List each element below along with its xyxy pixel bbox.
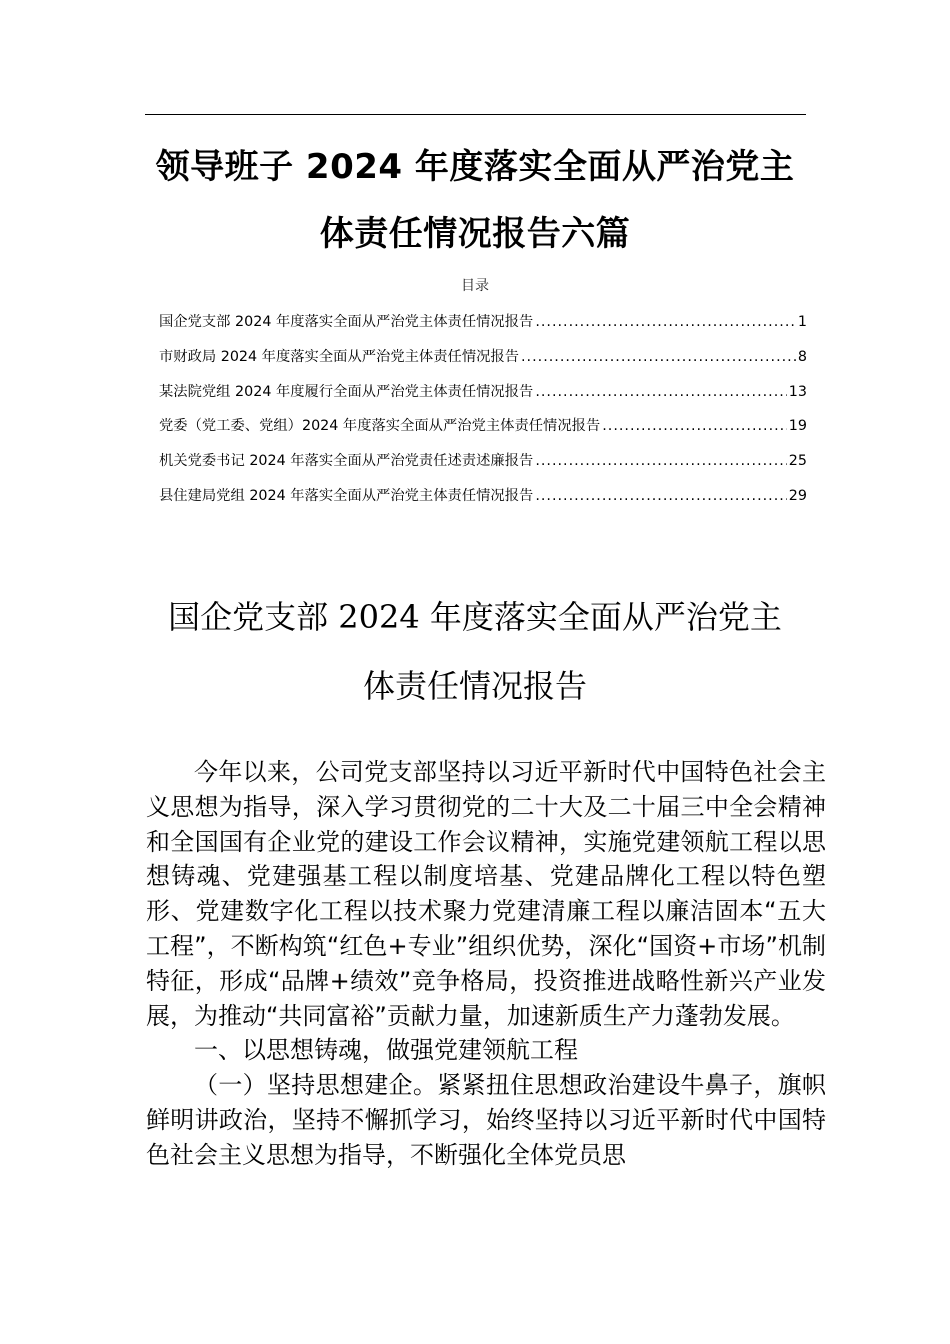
document-title-line-2: 体责任情况报告六篇 (319, 214, 631, 254)
toc-entry-page: 1 (797, 314, 807, 330)
toc-entry-text: 国企党支部 2024 年度落实全面从严治党主体责任情况报告 (159, 314, 534, 330)
toc-entry-2[interactable] (159, 346, 807, 381)
toc-heading: 目录 (461, 278, 489, 294)
section-title-line-2: 体责任情况报告 (362, 667, 587, 705)
document-title (120, 134, 830, 268)
toc-entry-page: 25 (788, 453, 807, 470)
header-rule (145, 114, 806, 115)
toc-entry-1[interactable] (159, 311, 807, 346)
table-of-contents (159, 311, 807, 520)
toc-leader-dots (535, 381, 786, 403)
toc-entry-page: 13 (788, 383, 807, 400)
toc-leader-dots (602, 415, 787, 437)
toc-entry-text: 党委（党工委、党组）2024 年度落实全面从严治党主体责任情况报告 (159, 418, 601, 435)
toc-entry-6[interactable] (159, 485, 807, 520)
subsection-paragraph (146, 1068, 826, 1172)
toc-leader-dots (535, 450, 786, 472)
subsection-heading: （一）坚持思想建企。 (194, 1071, 438, 1100)
intro-paragraph: 今年以来，公司党支部坚持以习近平新时代中国特色社会主义思想为指导，深入学习贯彻党的二十大及二十届三中全会精神和全国国有企业党的建设工作会议精神，实施党建领航工程以思想铸魂、党建强基工程以制度培基、党建品牌化工程以特色塑形、党建数字化工程以技术聚力党建清廉工程以廉洁固本“五大工程”，不断构筑“红色+专业”组织优势，深化“国资+市场”机制特征，形成“品牌+绩效”竞争格局，投资推进战略性新兴产业发展，为推动“共同富裕”贡献力量，加速新质生产力蓬勃发展。 (146, 758, 826, 1030)
toc-entry-text: 机关党委书记 2024 年落实全面从严治党责任述责述廉报告 (159, 453, 534, 470)
toc-entry-page: 8 (797, 348, 807, 365)
toc-entry-3[interactable] (159, 381, 807, 416)
toc-entry-text: 市财政局 2024 年度落实全面从严治党主体责任情况报告 (159, 348, 520, 365)
toc-entry-text: 县住建局党组 2024 年落实全面从严治党主体责任情况报告 (159, 487, 534, 504)
toc-entry-4[interactable] (159, 415, 807, 450)
toc-leader-dots (521, 346, 796, 368)
section-title-line-1: 国企党支部 2024 年度落实全面从严治党主 (168, 598, 782, 636)
section-title (120, 583, 830, 721)
toc-leader-dots (535, 485, 786, 507)
heading-level-one: 一、以思想铸魂，做强党建领航工程 (194, 1036, 578, 1065)
toc-leader-dots (535, 311, 796, 333)
section-body (146, 755, 826, 1173)
toc-entry-text: 某法院党组 2024 年度履行全面从严治党主体责任情况报告 (159, 383, 534, 400)
subsection-text: 紧紧扭住思想政治建设牛鼻子，旗帜鲜明讲政治，坚持不懈抓学习，始终坚持以习近平新时代中国特色社会主义思想为指导，不断强化全体党员思 (146, 1071, 827, 1169)
document-title-line-1: 领导班子 2024 年度落实全面从严治党主 (155, 147, 795, 187)
toc-entry-5[interactable] (159, 450, 807, 485)
toc-entry-page: 29 (788, 487, 807, 504)
toc-entry-page: 19 (788, 418, 807, 435)
